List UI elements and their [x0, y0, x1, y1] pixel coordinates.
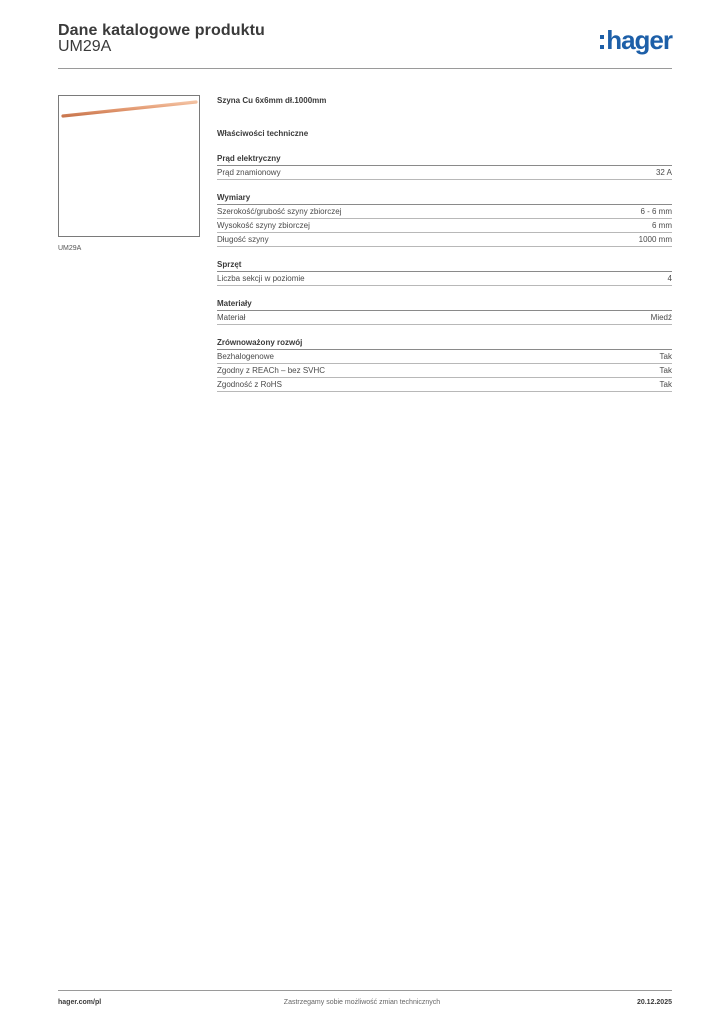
- footer-website: hager.com/pl: [58, 999, 102, 1006]
- property-value: 4: [667, 274, 672, 283]
- footer-divider: [58, 990, 672, 991]
- section-title: Właściwości techniczne: [217, 129, 309, 138]
- property-row: [217, 166, 672, 180]
- image-caption: UM29A: [58, 245, 82, 252]
- header-divider: [58, 68, 672, 69]
- property-row: [217, 350, 672, 364]
- product-details: [217, 93, 672, 392]
- product-code: UM29A: [58, 38, 112, 55]
- group-title: Materiały: [217, 298, 672, 311]
- property-label: Prąd znamionowy: [217, 168, 281, 177]
- property-value: Miedź: [650, 313, 672, 322]
- footer-date: 20.12.2025: [636, 999, 672, 1006]
- property-label: Materiał: [217, 313, 246, 322]
- property-value: Tak: [659, 366, 672, 375]
- property-label: Liczba sekcji w poziomie: [217, 274, 305, 283]
- property-row: [217, 219, 672, 233]
- property-label: Zgodny z REACh – bez SVHC: [217, 366, 326, 375]
- property-row: [217, 205, 672, 219]
- property-label: Długość szyny: [217, 235, 269, 244]
- group-title: Prąd elektryczny: [217, 153, 672, 166]
- property-group: [217, 298, 672, 325]
- copper-busbar-image: [59, 96, 199, 236]
- page-title: Dane katalogowe produktu: [58, 22, 265, 39]
- property-value: 6 - 6 mm: [640, 207, 672, 216]
- property-row: [217, 272, 672, 286]
- property-group: [217, 153, 672, 180]
- group-title: Sprzęt: [217, 259, 672, 272]
- logo-text: hager: [606, 25, 672, 55]
- property-label: Bezhalogenowe: [217, 352, 274, 361]
- property-groups: [217, 153, 672, 392]
- group-title: Zrównoważony rozwój: [217, 337, 672, 350]
- logo-colon-icon: [600, 35, 604, 49]
- property-row: [217, 364, 672, 378]
- property-label: Wysokość szyny zbiorczej: [217, 221, 310, 230]
- property-row: [217, 311, 672, 325]
- hager-logo: [600, 27, 672, 53]
- property-group: [217, 337, 672, 392]
- property-label: Szerokość/grubość szyny zbiorczej: [217, 207, 342, 216]
- property-row: [217, 233, 672, 247]
- property-group: [217, 192, 672, 247]
- product-image: [58, 95, 200, 237]
- property-value: Tak: [659, 380, 672, 389]
- product-name: Szyna Cu 6x6mm dł.1000mm: [217, 96, 327, 105]
- property-label: Zgodność z RoHS: [217, 380, 282, 389]
- footer-disclaimer: Zastrzegamy sobie możliwość zmian technicznych: [283, 999, 441, 1006]
- property-value: 1000 mm: [638, 235, 672, 244]
- property-value: Tak: [659, 352, 672, 361]
- property-row: [217, 378, 672, 392]
- property-value: 32 A: [655, 168, 672, 177]
- group-title: Wymiary: [217, 192, 672, 205]
- property-value: 6 mm: [652, 221, 672, 230]
- property-group: [217, 259, 672, 286]
